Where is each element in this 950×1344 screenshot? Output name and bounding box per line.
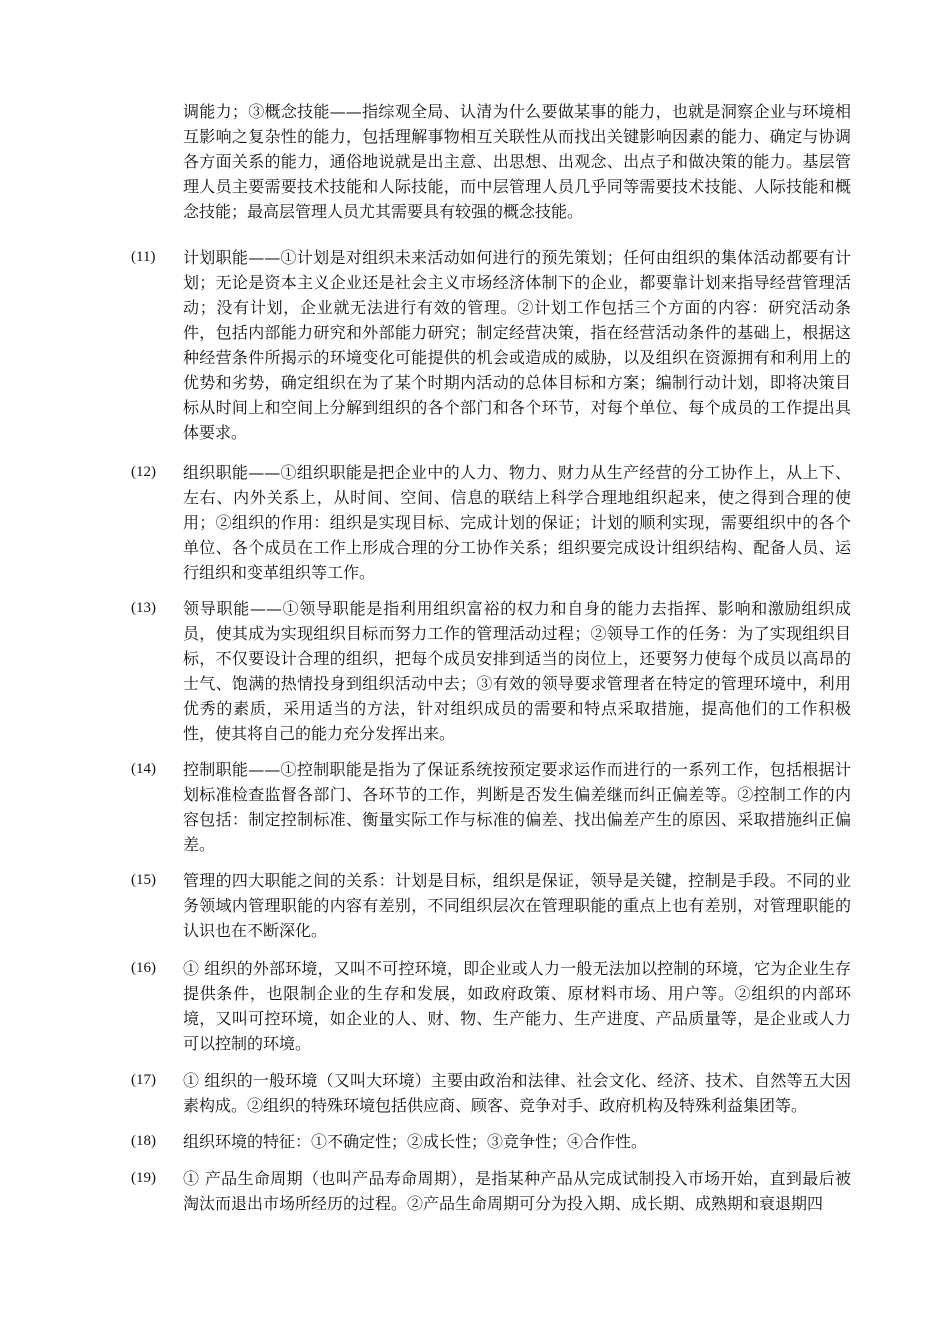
item-text: ① 组织的外部环境，又叫不可控环境，即企业或人力一般无法加以控制的环境，它为企业生存提供条件，也限制企业的生存和发展，如政府政策、原材料市场、用户等。②组织的内部环境，又叫可控环境，如企业的人、财、物、生产能力、生产进度、产品质量等，是企业或人力可以控制的环境。: [183, 959, 851, 1053]
continuation-paragraph: 调能力；③概念技能——指综观全局、认清为什么要做某事的能力，也就是洞察企业与环境相互影响之复杂性的能力，包括理解事物相互关联性从而找出关键影响因素的能力、确定与协调各方面关系的能力，通俗地说就是出主意、出思想、出观念、出点子和做决策的能力。基层管理人员主要需要技术技能和人际技能，而中层管理人员几乎同等需要技术技能、人际技能和概念技能；最高层管理人员尤其需要具有较强的概念技能。: [183, 102, 851, 221]
item-number: (18): [131, 1133, 156, 1149]
item-number: (11): [131, 249, 156, 265]
list-item-13: [131, 596, 851, 746]
item-number: (14): [131, 761, 156, 777]
item-text: 计划职能——①计划是对组织未来活动如何进行的预先策划；任何由组织的集体活动都要有计划；无论是资本主义企业还是社会主义市场经济体制下的企业，都要靠计划来指导经营管理活动；没有计划，企业就无法进行有效的管理。②计划工作包括三个方面的内容：研究活动条件，包括内部能力研究和外部能力研究；制定经营决策，指在经营活动条件的基础上，根据这种经营条件所揭示的环境变化可能提供的机会或造成的威胁，以及组织在资源拥有和利用上的优势和劣势，确定组织在为了某个时期内活动的总体目标和方案；编制行动计划，即将决策目标从时间上和空间上分解到组织的各个部门和各个环节，对每个单位、每个成员的工作提出具体要求。: [183, 248, 851, 442]
item-text: 领导职能——①领导职能是指利用组织富裕的权力和自身的能力去指挥、影响和激励组织成员，使其成为实现组织目标而努力工作的管理活动过程；②领导工作的任务：为了实现组织目标，不仅要设计合理的组织，把每个成员安排到适当的岗位上，还要努力使每个成员以高昂的士气、饱满的热情投身到组织活动中去；③有效的领导要求管理者在特定的管理环境中，利用优秀的素质，采用适当的方法，针对组织成员的需要和特点采取措施，提高他们的工作积极性，使其将自己的能力充分发挥出来。: [183, 599, 851, 743]
item-text: 管理的四大职能之间的关系：计划是目标，组织是保证，领导是关键，控制是手段。不同的业务领域内管理职能的内容有差别，不同组织层次在管理职能的重点上也有差别，对管理职能的认识也在不断深化。: [183, 871, 851, 940]
item-text: ① 产品生命周期（也叫产品寿命周期），是指某种产品从完成试制投入市场开始，直到最后被淘汰而退出市场所经历的过程。②产品生命周期可分为投入期、成长期、成熟期和衰退期四: [183, 1169, 851, 1213]
list-item-15: [131, 868, 851, 943]
list-item-17: [131, 1068, 851, 1118]
list-item-14: [131, 757, 851, 857]
item-number: (16): [131, 960, 156, 976]
list-item-12: [131, 460, 851, 585]
item-text: ① 组织的一般环境（又叫大环境）主要由政治和法律、社会文化、经济、技术、自然等五大因素构成。②组织的特殊环境包括供应商、顾客、竞争对手、政府机构及特殊利益集团等。: [183, 1071, 851, 1115]
item-number: (19): [131, 1170, 156, 1186]
item-number: (13): [131, 600, 156, 616]
item-text: 组织环境的特征：①不确定性；②成长性；③竞争性；④合作性。: [183, 1132, 648, 1151]
item-text: 组织职能——①组织职能是把企业中的人力、物力、财力从生产经营的分工协作上，从上下、左右、内外关系上，从时间、空间、信息的联结上科学合理地组织起来，使之得到合理的使用；②组织的作用：组织是实现目标、完成计划的保证；计划的顺利实现，需要组织中的各个单位、各个成员在工作上形成合理的分工协作关系；组织要完成设计组织结构、配备人员、运行组织和变革组织等工作。: [183, 463, 851, 582]
list-item-18: [131, 1129, 851, 1154]
list-item-11: [131, 245, 851, 445]
item-number: (15): [131, 872, 156, 888]
list-item-16: [131, 956, 851, 1056]
item-number: (17): [131, 1072, 156, 1088]
list-item-19: [131, 1166, 851, 1216]
item-number: (12): [131, 464, 156, 480]
item-text: 控制职能——①控制职能是指为了保证系统按预定要求运作而进行的一系列工作，包括根据计划标准检查监督各部门、各环节的工作，判断是否发生偏差继而纠正偏差等。②控制工作的内容包括：制定控制标准、衡量实际工作与标准的偏差、找出偏差产生的原因、采取措施纠正偏差。: [183, 760, 851, 854]
